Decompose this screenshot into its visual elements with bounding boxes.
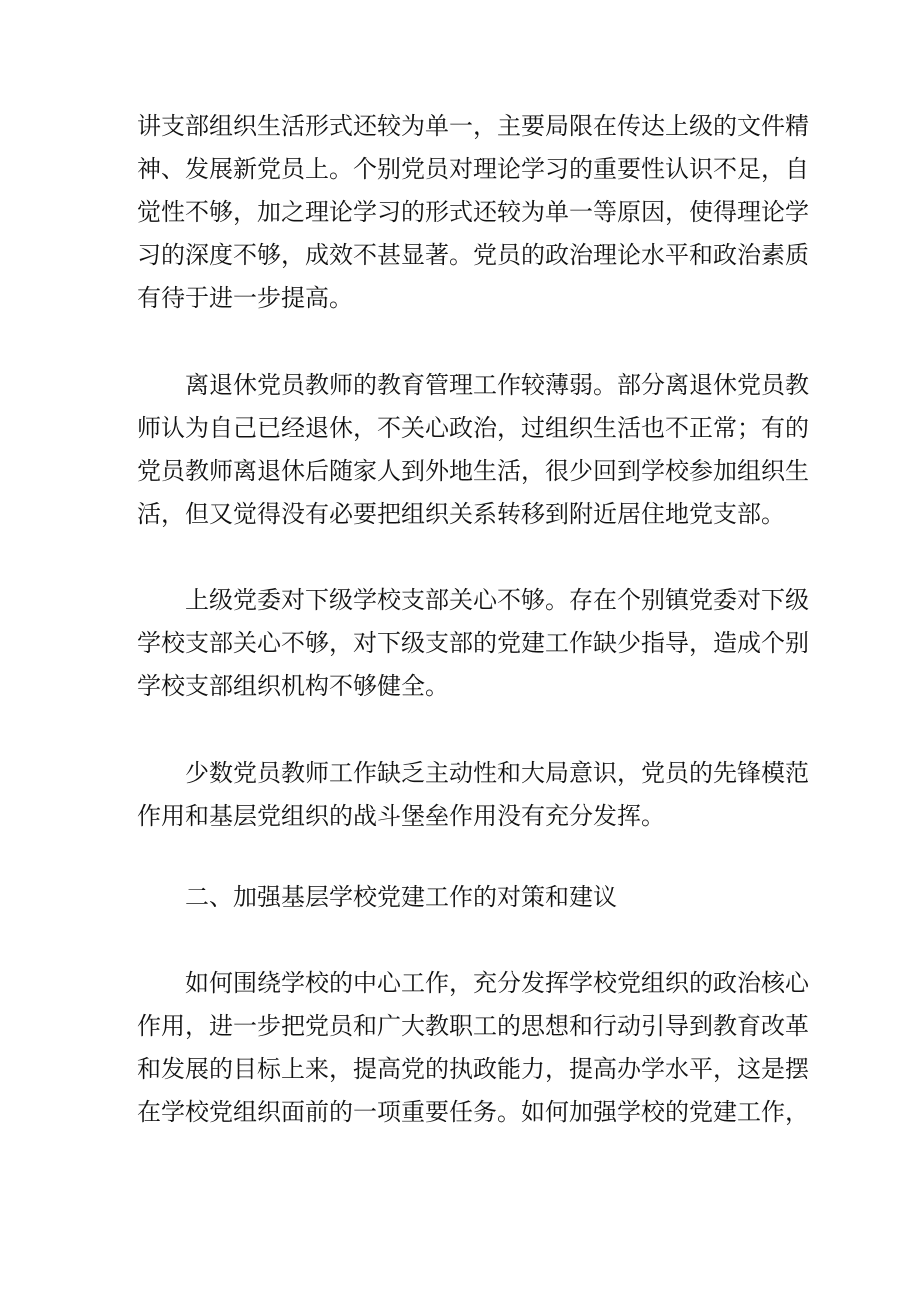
text-line: 神、发展新党员上。个别党员对理论学习的重要性认识不足，自 [137,155,809,183]
text-line: 作用和基层党组织的战斗堡垒作用没有充分发挥。 [137,802,665,830]
text-line: 习的深度不够，成效不甚显著。党员的政治理论水平和政治素质 [137,241,809,269]
paragraph-4 [137,752,809,838]
text-line: 和发展的目标上来，提高党的执政能力，提高办学水平，这是摆 [137,1055,809,1083]
paragraph-2 [137,364,809,536]
text-line: 觉性不够，加之理论学习的形式还较为单一等原因，使得理论学 [137,198,809,226]
text-line: 如何围绕学校的中心工作，充分发挥学校党组织的政治核心 [185,969,809,997]
paragraph-3 [137,579,809,708]
text-line: 有待于进一步提高。 [137,284,353,312]
text-line: 党员教师离退休后随家人到外地生活，很少回到学校参加组织生 [137,457,809,485]
text-line: 师认为自己已经退休，不关心政治，过组织生活也不正常；有的 [137,414,809,442]
text-line: 离退休党员教师的教育管理工作较薄弱。部分离退休党员教 [185,371,809,399]
text-line: 在学校党组织面前的一项重要任务。如何加强学校的党建工作， [137,1098,809,1126]
text-line: 二、加强基层学校党建工作的对策和建议 [185,883,617,911]
section-heading [137,876,797,919]
paragraph-1 [137,105,809,320]
text-line: 学校支部关心不够，对下级支部的党建工作缺少指导，造成个别 [137,629,809,657]
text-line: 讲支部组织生活形式还较为单一，主要局限在传达上级的文件精 [137,112,809,140]
paragraph-5 [137,962,809,1134]
text-line: 学校支部组织机构不够健全。 [137,672,449,700]
text-line: 上级党委对下级学校支部关心不够。存在个别镇党委对下级 [185,586,809,614]
text-line: 活，但又觉得没有必要把组织关系转移到附近居住地党支部。 [137,500,785,528]
text-line: 少数党员教师工作缺乏主动性和大局意识，党员的先锋模范 [185,759,809,787]
text-line: 作用，进一步把党员和广大教职工的思想和行动引导到教育改革 [137,1012,809,1040]
